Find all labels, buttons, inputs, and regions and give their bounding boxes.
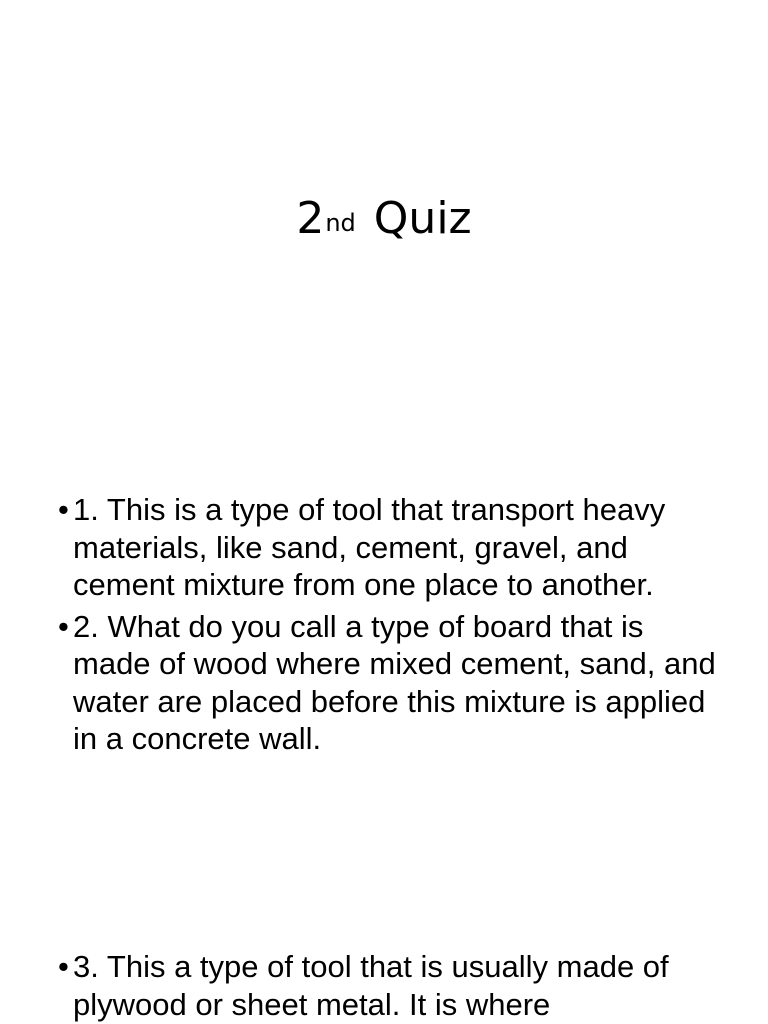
question-list (58, 491, 718, 762)
bullet-icon: • (58, 492, 69, 527)
question-text-1: 1. This is a type of tool that transport heavy materials, like sand, cement, gravel, and cement mixture from one place to another. (73, 492, 666, 602)
question-text-3: 3. This a type of tool that is usually made of plywood or sheet metal. It is where (73, 949, 669, 1022)
question-item-3 (58, 948, 718, 1023)
bullet-icon: • (58, 949, 69, 984)
bullet-icon: • (58, 608, 69, 644)
question-item-2 (58, 608, 718, 758)
question-text-2: 2. What do you call a type of board that is made of wood where mixed cement, sand, and water are placed before this mixture is applied in a concrete wall. (73, 608, 716, 756)
question-list-continued (58, 948, 718, 1024)
title-superscript: nd (325, 209, 356, 238)
slide-title (0, 191, 768, 247)
title-word: Quiz (373, 193, 472, 245)
title-number: 2 (296, 193, 325, 245)
question-item-1 (58, 491, 718, 604)
